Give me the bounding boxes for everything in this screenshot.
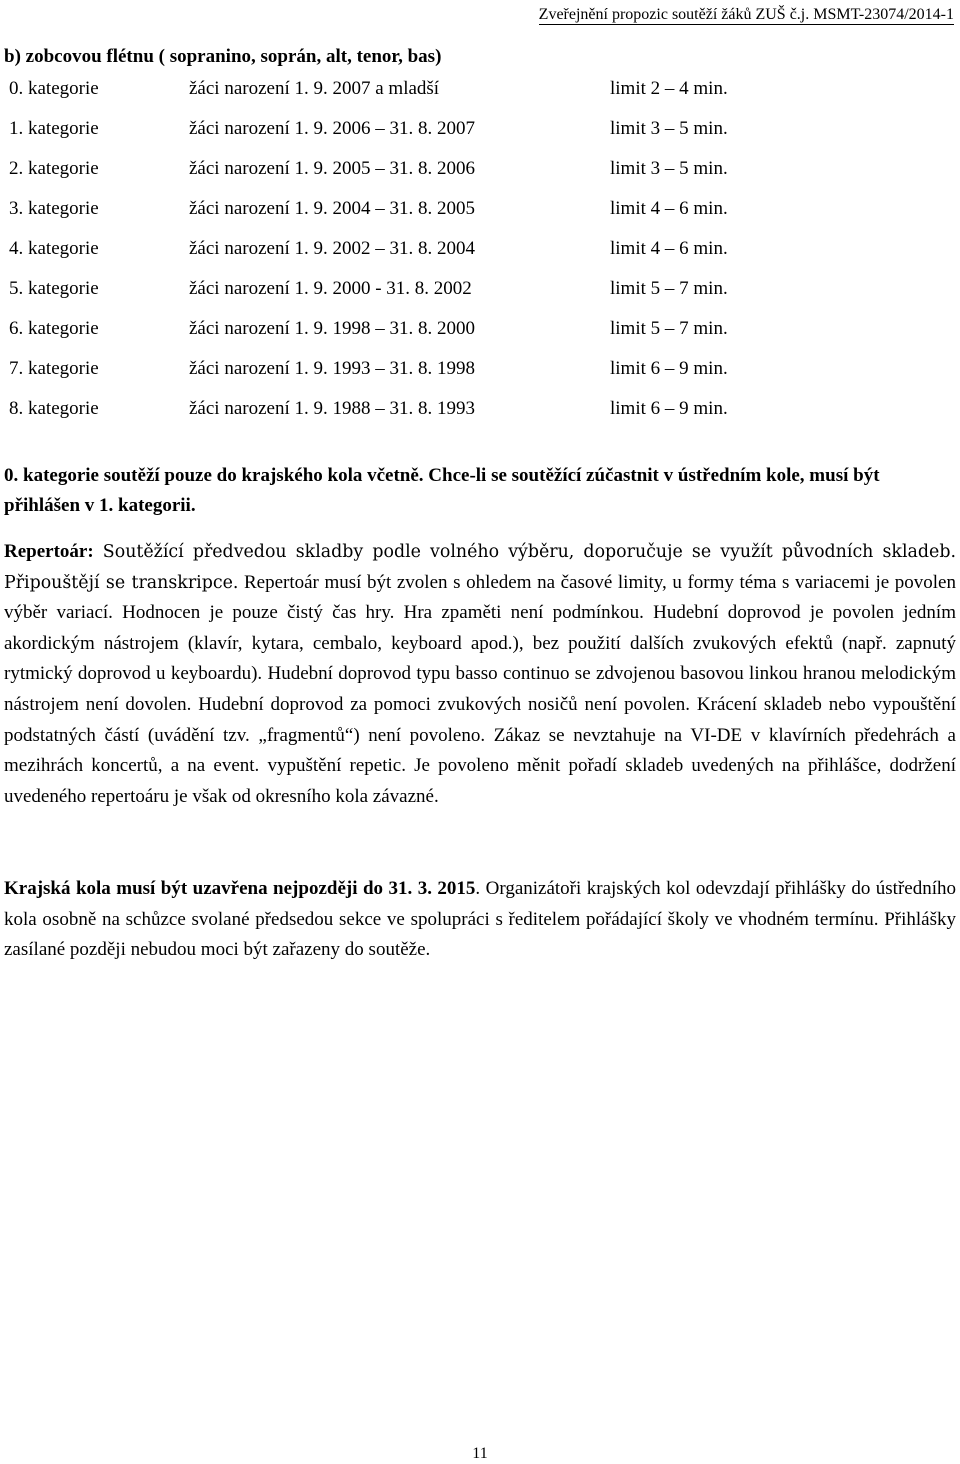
category-row [0,399,960,439]
category-birth-range: žáci narození 1. 9. 1998 – 31. 8. 2000 [189,318,475,339]
category-name: 3. kategorie [9,198,99,219]
category-name: 8. kategorie [9,398,99,419]
category-birth-range: žáci narození 1. 9. 1988 – 31. 8. 1993 [189,398,475,419]
category-time-limit: limit 6 – 9 min. [610,398,728,419]
category-note: 0. kategorie soutěží pouze do krajského kola včetně. Chce-li se soutěžící zúčastnit v ústředním kole, musí být přihlášen v 1. kategorii. [4,465,880,516]
category-name: 5. kategorie [9,278,99,299]
category-row [0,359,960,399]
document-header: Zveřejnění propozic soutěží žáků ZUŠ č.j. MSMT-23074/2014-1 [538,6,954,23]
category-row [0,119,960,159]
category-time-limit: limit 3 – 5 min. [610,118,728,139]
category-row [0,279,960,319]
category-row [0,239,960,279]
deadline-paragraph [4,874,956,966]
deadline-text: . Organizátoři krajských kol odevzdají přihlášky do ústředního kola osobně na schůzce svolané předsedou sekce ve spolupráci s ředitelem pořádající školy ve vhodném termínu. Přihlášky zasílané později nebudou moci být zařazeny do soutěže. [4,878,956,961]
category-time-limit: limit 5 – 7 min. [610,318,728,339]
category-row [0,319,960,359]
page-number: 11 [472,1445,488,1462]
category-birth-range: žáci narození 1. 9. 2007 a mladší [189,78,440,99]
category-time-limit: limit 5 – 7 min. [610,278,728,299]
category-row [0,159,960,199]
category-time-limit: limit 4 – 6 min. [610,198,728,219]
category-birth-range: žáci narození 1. 9. 2002 – 31. 8. 2004 [189,238,475,259]
deadline-bold-text: Krajská kola musí být uzavřena nejpozději do 31. 3. 2015 [4,878,476,899]
category-time-limit: limit 6 – 9 min. [610,358,728,379]
category-time-limit: limit 3 – 5 min. [610,158,728,179]
repertoire-paragraph [4,537,956,812]
category-birth-range: žáci narození 1. 9. 2006 – 31. 8. 2007 [189,118,475,139]
category-list [0,79,960,439]
category-birth-range: žáci narození 1. 9. 1993 – 31. 8. 1998 [189,358,475,379]
category-name: 6. kategorie [9,318,99,339]
category-name: 2. kategorie [9,158,99,179]
section-title: b) zobcovou flétnu ( sopranino, soprán, alt, tenor, bas) [4,46,442,67]
category-time-limit: limit 4 – 6 min. [610,238,728,259]
category-name: 0. kategorie [9,78,99,99]
category-row [0,79,960,119]
repertoire-intro-text: Soutěžící předvedou skladby podle volného výběru, doporučuje se využít původních skladeb. Připouštějí se transkripce. [4,542,956,593]
category-time-limit: limit 2 – 4 min. [610,78,728,99]
category-birth-range: žáci narození 1. 9. 2005 – 31. 8. 2006 [189,158,475,179]
category-row [0,199,960,239]
repertoire-body-text: Repertoár musí být zvolen s ohledem na časové limity, u formy téma s variacemi je povolen výběr variací. Hodnocen je pouze čistý čas hry. Hra zpaměti není podmínkou. Hudební doprovod je povolen jedním akordickým nástrojem (klavír, kytara, cembalo, keyboard apod.), bez použití dalších zvukových efektů (např. zapnutý rytmický doprovod u keyboardu). Hudební doprovod typu basso continuo se zdvojenou basovou linkou hranou melodickým nástrojem není dovolen. Hudební doprovod za pomoci zvukových nosičů není povolen. Krácení skladeb nebo vypouštění podstatných částí (uvádění tzv. „fragmentů“) není povoleno. Zákaz se nevztahuje na VI-DE v klavírních předehrách a mezihrách koncertů, a na event. vypuštění repetic. Je povoleno měnit pořadí skladeb uvedených na přihlášce, dodržení uvedeného repertoáru je však od okresního kola závazné. [4,571,956,807]
repertoire-label: Repertoár: [4,541,94,562]
category-name: 1. kategorie [9,118,99,139]
category-name: 7. kategorie [9,358,99,379]
category-birth-range: žáci narození 1. 9. 2004 – 31. 8. 2005 [189,198,475,219]
category-birth-range: žáci narození 1. 9. 2000 - 31. 8. 2002 [189,278,472,299]
category-name: 4. kategorie [9,238,99,259]
